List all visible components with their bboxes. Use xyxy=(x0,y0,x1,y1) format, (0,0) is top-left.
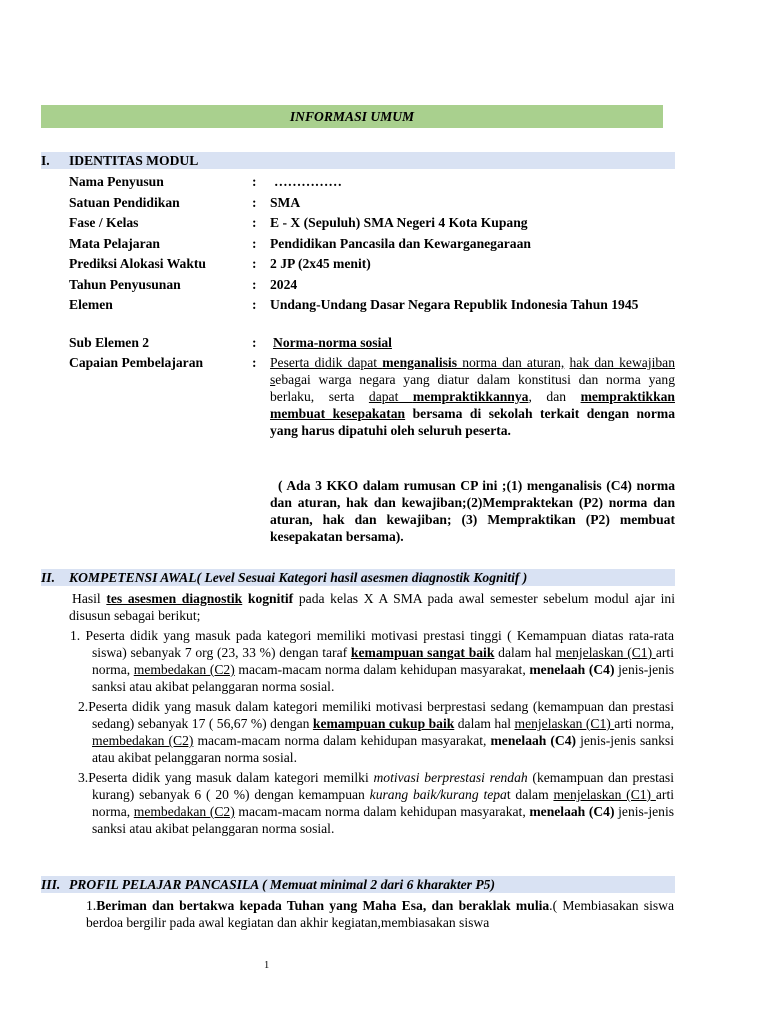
item-text: membedakan (C2) xyxy=(133,662,235,677)
item-text: jenis-jenis sanksi atau akibat pelanggaran norma sosial. xyxy=(92,804,675,836)
id-value: …………… xyxy=(274,174,342,189)
item-text: menjelaskan (C1) xyxy=(514,716,615,731)
cp-text: dapat xyxy=(368,389,413,404)
item-text: 1. xyxy=(86,898,97,913)
id-value: 2024 xyxy=(270,277,298,292)
item-text: membedakan (C2) xyxy=(92,733,194,748)
cp-text: Peserta didik dapat xyxy=(270,355,383,370)
id-label: Elemen xyxy=(69,297,113,312)
item-text: macam-macam norma dalam kehidupan masyarakat, xyxy=(234,662,530,677)
item-text: menjelaskan (C1) xyxy=(555,645,656,660)
section-2-header xyxy=(41,569,675,586)
intro-text: kognitif xyxy=(242,591,294,606)
info-umum-banner: INFORMASI UMUM xyxy=(41,105,663,128)
item-text: jenis-jenis sanksi atau akibat pelanggaran norma sosial. xyxy=(92,662,675,694)
item-text: motivasi berprestasi rendah xyxy=(373,770,528,785)
section-3-header xyxy=(41,876,675,893)
profil-item-1 xyxy=(80,897,674,931)
item-text: t dalam xyxy=(506,787,554,802)
kompetensi-item-2 xyxy=(78,698,674,766)
id-value: Norma-norma sosial xyxy=(273,335,392,350)
item-text: 2.Peserta didik yang masuk dalam kategori memiliki motivasi berprestasi sedang (kemampuan dan prestasi sedang) sebanyak 17 ( 56,67 %) dengan xyxy=(78,699,674,731)
section-3-number: III. xyxy=(41,877,61,892)
id-colon: : xyxy=(252,236,257,251)
id-label: Mata Pelajaran xyxy=(69,236,160,251)
id-colon: : xyxy=(252,277,257,292)
item-text: 1. Peserta didik yang masuk pada kategori memiliki motivasi prestasi tinggi ( Kemampuan diatas rata-rata siswa) sebanyak 7 org (23, 33 %) dengan taraf xyxy=(70,628,674,660)
section-1-title: IDENTITAS MODUL xyxy=(69,153,199,168)
id-colon: : xyxy=(252,355,257,370)
id-colon: : xyxy=(252,335,257,350)
kompetensi-intro xyxy=(69,590,675,624)
section-2-number: II. xyxy=(41,570,55,585)
kompetensi-item-1 xyxy=(70,627,674,695)
item-text: menelaah (C4) xyxy=(529,804,615,819)
item-text: jenis-jenis sanksi atau akibat pelanggaran norma sosial. xyxy=(92,733,674,765)
id-value: Undang-Undang Dasar Negara Republik Indonesia Tahun 1945 xyxy=(270,297,639,312)
page-number: 1 xyxy=(264,960,270,971)
intro-text: pada kelas X A SMA pada awal semester sebelum modul ajar ini disusun sebagai berikut; xyxy=(69,591,675,623)
cp-text: ebagai warga negara yang diatur dalam konstitusi dan norma yang berlaku, serta xyxy=(270,372,675,404)
cp-text: mempraktikkan xyxy=(580,389,675,404)
id-label: Tahun Penyusunan xyxy=(69,277,181,292)
intro-text: tes asesmen diagnostik xyxy=(106,591,243,606)
id-colon: : xyxy=(252,195,257,210)
item-text: 3.Peserta didik yang masuk dalam kategori memilki xyxy=(78,770,374,785)
id-value: SMA xyxy=(270,195,301,210)
item-text: arti norma, xyxy=(614,716,674,731)
capaian-pembelajaran-text xyxy=(270,354,675,439)
id-colon: : xyxy=(252,256,257,271)
item-text: menelaah (C4) xyxy=(490,733,577,748)
cp-text: membuat kesepakatan xyxy=(270,406,406,421)
item-text: kurang baik/kurang tepa xyxy=(369,787,507,802)
item-text: arti norma, xyxy=(92,787,675,819)
id-label: Capaian Pembelajaran xyxy=(69,355,204,370)
id-label: Nama Penyusun xyxy=(69,174,164,189)
cp-text: mempraktikkannya xyxy=(412,389,529,404)
id-value: Pendidikan Pancasila dan Kewarganegaraan xyxy=(270,236,531,251)
section-3-title: PROFIL PELAJAR PANCASILA ( Memuat minimal 2 dari 6 kharakter P5) xyxy=(69,877,495,892)
cp-note: ( Ada 3 KKO dalam rumusan CP ini ;(1) menganalisis (C4) norma dan aturan, hak dan kewajiban;(2)Mempraktekan (P2) norma dan aturan, hak dan kewajiban; (3) Mempraktikan (P2) membuat kesepakatan bersama). xyxy=(270,478,675,544)
item-text: .( Membiasakan siswa berdoa bergilir pada awal kegiatan dan akhir kegiatan,membiasakan siswa xyxy=(86,898,674,930)
section-1-number: I. xyxy=(41,153,50,168)
item-text: kemampuan cukup baik xyxy=(312,716,455,731)
item-text: menelaah (C4) xyxy=(529,662,615,677)
cp-text: , dan xyxy=(528,389,581,404)
id-label: Satuan Pendidikan xyxy=(69,195,180,210)
item-text: (kemampuan dan prestasi kurang) sebanyak 6 ( 20 %) dengan kemampuan xyxy=(92,770,674,802)
id-colon: : xyxy=(252,297,257,312)
item-text: dalam hal xyxy=(494,645,556,660)
item-text: macam-macam norma dalam kehidupan masyarakat, xyxy=(193,733,491,748)
item-text: dalam hal xyxy=(454,716,515,731)
id-label: Fase / Kelas xyxy=(69,215,139,230)
section-2-title: KOMPETENSI AWAL( Level Sesuai Kategori hasil asesmen diagnostik Kognitif ) xyxy=(69,570,528,585)
intro-text: Hasil xyxy=(72,591,107,606)
item-text: Beriman dan bertakwa kepada Tuhan yang Maha Esa, dan beraklak mulia xyxy=(96,898,550,913)
item-text: menjelaskan (C1) xyxy=(553,787,656,802)
item-text: membedakan (C2) xyxy=(133,804,235,819)
section-1-header xyxy=(41,152,675,169)
id-label: Sub Elemen 2 xyxy=(69,335,150,350)
cp-text: hak dan kewajiban s xyxy=(270,355,675,387)
item-text: macam-macam norma dalam kehidupan masyarakat, xyxy=(234,804,530,819)
id-value: 2 JP (2x45 menit) xyxy=(270,256,371,271)
item-text: arti norma, xyxy=(92,645,674,677)
item-text: kemampuan sangat baik xyxy=(350,645,495,660)
id-colon: : xyxy=(252,215,257,230)
id-label: Prediksi Alokasi Waktu xyxy=(69,256,206,271)
cp-text: menganalisis xyxy=(382,355,457,370)
id-colon: : xyxy=(252,174,257,189)
cp-text: norma dan aturan, xyxy=(457,355,565,370)
cp-text: bersama di sekolah terkait dengan norma yang harus dipatuhi oleh seluruh peserta. xyxy=(270,406,676,438)
kompetensi-item-3 xyxy=(78,769,674,837)
id-value: E - X (Sepuluh) SMA Negeri 4 Kota Kupang xyxy=(270,215,528,230)
